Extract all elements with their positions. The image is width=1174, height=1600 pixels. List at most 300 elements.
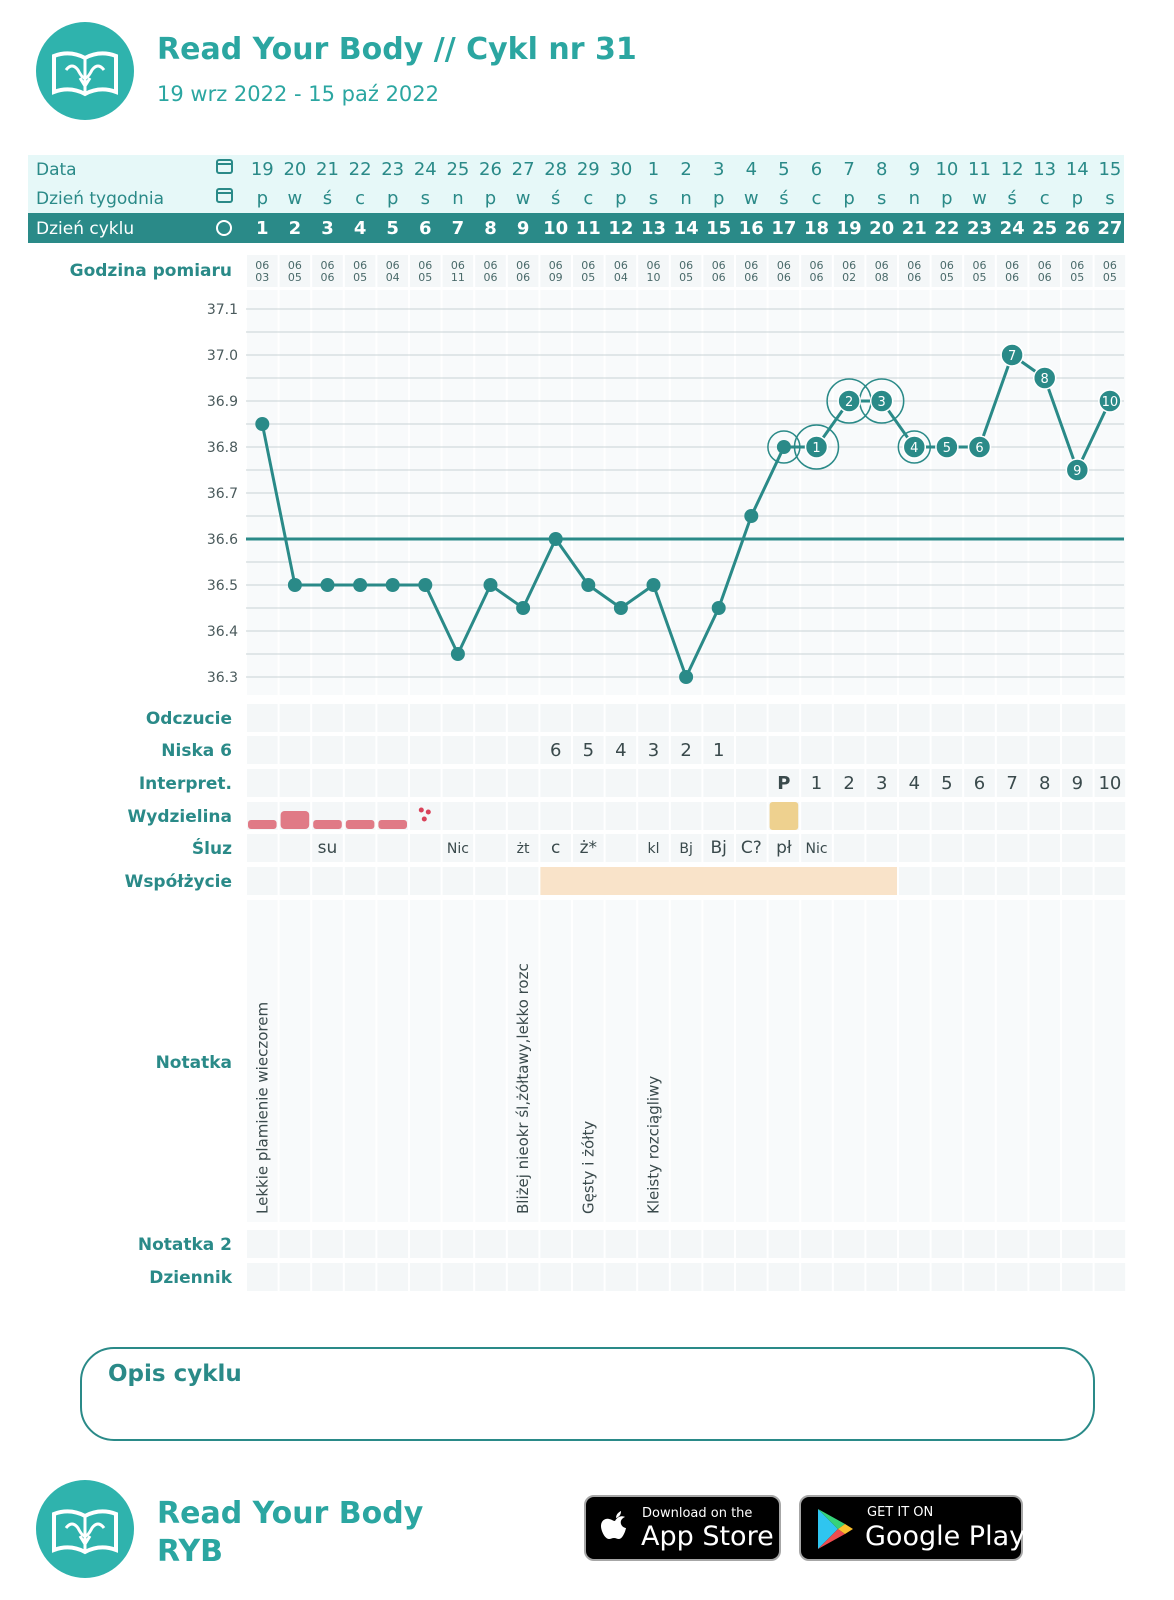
journal-cell	[834, 1263, 865, 1291]
discharge-cell	[638, 802, 669, 830]
journal-cell	[247, 1263, 278, 1291]
time-minute: 06	[320, 271, 335, 284]
ovulation-mark	[770, 802, 799, 830]
time-hour: 06	[907, 259, 922, 272]
interp-cell	[475, 769, 506, 797]
note2-cell	[1095, 1230, 1126, 1258]
note2-cell	[834, 1230, 865, 1258]
low6-cell	[932, 736, 963, 764]
note2-cell	[508, 1230, 539, 1258]
date-label: 12	[1000, 159, 1024, 180]
date-label: 7	[843, 159, 855, 180]
low6-cell	[443, 736, 474, 764]
interp-cell	[280, 769, 311, 797]
note-cell	[606, 900, 637, 1222]
temperature-point	[679, 670, 693, 684]
intercourse-cell	[964, 867, 995, 895]
time-minute: 04	[385, 271, 400, 284]
row-label-interp: Interpret.	[138, 774, 232, 794]
interp-value: 9	[1071, 773, 1084, 794]
note-cell	[410, 900, 441, 1222]
google-play-small-label: GET IT ON	[867, 1505, 934, 1520]
journal-cell	[899, 1263, 930, 1291]
intercourse-cell	[1029, 867, 1060, 895]
temperature-point	[451, 647, 465, 661]
row-label-date: Data	[36, 160, 77, 180]
date-label: 21	[316, 159, 339, 180]
note2-cell	[410, 1230, 441, 1258]
time-minute: 06	[907, 271, 922, 284]
feeling-cell	[410, 704, 441, 732]
interp-cell	[638, 769, 669, 797]
note-cell	[866, 900, 897, 1222]
low6-value: 1	[712, 740, 725, 761]
interp-cell	[247, 769, 278, 797]
cycle-day-label: 6	[419, 218, 432, 239]
low6-cell	[801, 736, 832, 764]
mucus-cell	[247, 834, 278, 862]
note2-cell	[932, 1230, 963, 1258]
feeling-cell	[1095, 704, 1126, 732]
cycle-day-label: 21	[901, 218, 927, 239]
mucus-value: ż*	[579, 838, 598, 858]
journal-cell	[801, 1263, 832, 1291]
footer-title-line2: RYB	[157, 1534, 224, 1569]
y-tick-label: 36.8	[206, 440, 238, 456]
cycle-day-label: 12	[608, 218, 634, 239]
note2-cell	[801, 1230, 832, 1258]
temperature-point	[712, 601, 726, 615]
temperature-point-label: 7	[1007, 349, 1017, 364]
journal-cell	[280, 1263, 311, 1291]
weekday-label: s	[648, 188, 659, 209]
cycle-day-label: 10	[543, 218, 569, 239]
cycle-day-label: 18	[803, 218, 830, 239]
low6-cell	[247, 736, 278, 764]
temperature-point	[353, 578, 367, 592]
intercourse-cell	[312, 867, 343, 895]
discharge-cell	[932, 802, 963, 830]
footer-title-line1: Read Your Body	[157, 1496, 424, 1531]
cycle-day-label: 24	[999, 218, 1025, 239]
discharge-cell	[1095, 802, 1126, 830]
cycle-date-range: 19 wrz 2022 - 15 paź 2022	[157, 82, 440, 106]
mucus-cell	[1029, 834, 1060, 862]
feeling-cell	[899, 704, 930, 732]
mucus-cell	[964, 834, 995, 862]
weekday-label: s	[877, 188, 887, 209]
low6-cell	[769, 736, 800, 764]
time-hour: 06	[483, 259, 498, 272]
note-cell	[703, 900, 734, 1222]
interp-cell	[736, 769, 767, 797]
journal-cell	[703, 1263, 734, 1291]
interp-value: 1	[810, 773, 823, 794]
google-play-icon	[815, 1507, 855, 1551]
journal-cell	[573, 1263, 604, 1291]
feeling-cell	[247, 704, 278, 732]
spotting-drop	[422, 817, 427, 822]
period-mark	[248, 820, 277, 829]
time-hour: 06	[972, 259, 987, 272]
low6-cell	[866, 736, 897, 764]
apple-icon	[598, 1509, 632, 1549]
weekday-label: c	[1039, 188, 1050, 209]
weekday-label: w	[743, 188, 759, 209]
weekday-label: s	[420, 188, 430, 209]
mucus-cell	[834, 834, 865, 862]
cycle-day-label: 20	[869, 218, 895, 239]
interp-value: 10	[1098, 773, 1122, 794]
interp-cell	[443, 769, 474, 797]
interp-value: 4	[908, 773, 921, 794]
row-label-mucus: Śluz	[191, 839, 232, 859]
row-label-time: Godzina pomiaru	[69, 261, 232, 281]
mucus-cell	[410, 834, 441, 862]
time-hour: 06	[711, 259, 726, 272]
time-hour: 06	[842, 259, 857, 272]
note-text: Bliżej nieokr śl,żółtawy,lekko rozc	[514, 963, 533, 1214]
date-label: 6	[810, 159, 823, 180]
mucus-value: pł	[776, 838, 792, 858]
note2-cell	[443, 1230, 474, 1258]
discharge-cell	[997, 802, 1028, 830]
time-hour: 06	[287, 259, 302, 272]
note2-cell	[703, 1230, 734, 1258]
time-hour: 06	[613, 259, 628, 272]
mucus-value: C?	[740, 838, 762, 858]
intercourse-bar	[540, 867, 897, 895]
period-heavy-mark	[281, 811, 310, 829]
note2-cell	[1062, 1230, 1093, 1258]
low6-cell	[377, 736, 408, 764]
feeling-cell	[964, 704, 995, 732]
time-hour: 06	[353, 259, 368, 272]
temperature-point	[418, 578, 432, 592]
note-cell	[1095, 900, 1126, 1222]
temperature-point	[777, 440, 791, 454]
low6-value: 6	[549, 740, 562, 761]
row-label-cycle-day: Dzień cyklu	[36, 219, 135, 239]
weekday-label: ś	[551, 188, 561, 209]
intercourse-cell	[345, 867, 376, 895]
note2-cell	[736, 1230, 767, 1258]
temperature-point-label: 2	[844, 395, 854, 410]
time-hour: 06	[320, 259, 335, 272]
cycle-day-label: 16	[738, 218, 764, 239]
date-label: 29	[576, 159, 600, 180]
row-label-note2: Notatka 2	[137, 1235, 232, 1255]
note-cell	[801, 900, 832, 1222]
intercourse-cell	[997, 867, 1028, 895]
time-hour: 06	[1005, 259, 1020, 272]
temperature-point-label: 3	[877, 395, 886, 410]
note-cell	[540, 900, 571, 1222]
temperature-point-label: 9	[1073, 464, 1082, 479]
intercourse-cell	[475, 867, 506, 895]
cycle-description-box[interactable]	[80, 1347, 1095, 1441]
low6-cell	[1095, 736, 1126, 764]
row-label-weekday: Dzień tygodnia	[36, 189, 164, 209]
note-cell	[834, 900, 865, 1222]
row-label-intercourse: Współżycie	[124, 872, 232, 892]
time-minute: 08	[874, 271, 889, 284]
time-minute: 05	[353, 271, 368, 284]
cycle-day-label: 7	[451, 218, 465, 239]
journal-cell	[638, 1263, 669, 1291]
journal-cell	[1095, 1263, 1126, 1291]
weekday-label: s	[1105, 188, 1115, 209]
date-label: 15	[1098, 159, 1122, 180]
mucus-cell	[899, 834, 930, 862]
cycle-day-label: 27	[1097, 218, 1123, 239]
interp-cell	[703, 769, 734, 797]
journal-cell	[377, 1263, 408, 1291]
journal-cell	[410, 1263, 441, 1291]
google-play-button[interactable]	[799, 1495, 1026, 1561]
mucus-value: żt	[516, 841, 530, 857]
note2-cell	[1029, 1230, 1060, 1258]
mucus-cell	[1062, 834, 1093, 862]
weekday-label: p	[843, 188, 855, 209]
note2-cell	[345, 1230, 376, 1258]
note-text: Lekkie plamienie wieczorem	[253, 1001, 272, 1214]
date-label: 9	[908, 159, 921, 180]
journal-cell	[345, 1263, 376, 1291]
journal-cell	[606, 1263, 637, 1291]
weekday-label: p	[386, 188, 399, 209]
date-label: 19	[250, 159, 274, 180]
footer-title	[157, 1495, 423, 1571]
cycle-day-label: 4	[353, 218, 367, 239]
low6-cell	[280, 736, 311, 764]
low6-value: 2	[680, 740, 692, 761]
journal-cell	[443, 1263, 474, 1291]
note-cell	[345, 900, 376, 1222]
date-label: 8	[875, 159, 888, 180]
interp-value: 8	[1038, 773, 1051, 794]
time-minute: 06	[744, 271, 759, 284]
time-hour: 06	[679, 259, 694, 272]
date-label: 22	[348, 159, 372, 180]
mucus-cell	[606, 834, 637, 862]
interp-value: 6	[973, 773, 986, 794]
intercourse-cell	[247, 867, 278, 895]
time-hour: 06	[255, 259, 270, 272]
time-minute: 06	[1005, 271, 1020, 284]
weekday-label: ś	[322, 188, 333, 209]
journal-cell	[932, 1263, 963, 1291]
feeling-cell	[801, 704, 832, 732]
mucus-value: Nic	[805, 841, 828, 857]
note2-cell	[280, 1230, 311, 1258]
cycle-day-label: 19	[836, 218, 862, 239]
mucus-cell	[345, 834, 376, 862]
y-tick-label: 36.5	[206, 578, 238, 594]
temperature-point-label: 5	[942, 441, 952, 456]
interp-value: P	[777, 773, 791, 794]
feeling-cell	[1062, 704, 1093, 732]
discharge-cell	[540, 802, 571, 830]
interp-cell	[410, 769, 441, 797]
intercourse-cell	[899, 867, 930, 895]
y-tick-label: 37.0	[206, 348, 238, 364]
time-hour: 06	[1037, 259, 1052, 272]
discharge-cell	[671, 802, 702, 830]
y-tick-label: 36.7	[206, 486, 238, 502]
interp-cell	[573, 769, 604, 797]
date-label: 3	[712, 159, 725, 180]
feeling-cell	[573, 704, 604, 732]
note2-cell	[997, 1230, 1028, 1258]
note-cell	[769, 900, 800, 1222]
note2-cell	[866, 1230, 897, 1258]
low6-cell	[964, 736, 995, 764]
journal-cell	[964, 1263, 995, 1291]
row-label-journal: Dziennik	[149, 1268, 232, 1288]
date-label: 10	[935, 159, 959, 180]
time-minute: 06	[809, 271, 824, 284]
discharge-cell	[443, 802, 474, 830]
note2-cell	[573, 1230, 604, 1258]
app-store-button[interactable]	[584, 1495, 781, 1561]
discharge-cell	[606, 802, 637, 830]
low6-cell	[997, 736, 1028, 764]
discharge-cell	[964, 802, 995, 830]
cycle-day-label: 23	[966, 218, 993, 239]
book-uterus-icon	[36, 22, 134, 120]
discharge-cell	[899, 802, 930, 830]
spotting-drop	[426, 810, 431, 815]
time-minute: 05	[939, 271, 954, 284]
journal-cell	[769, 1263, 800, 1291]
discharge-cell	[1062, 802, 1093, 830]
time-hour: 06	[809, 259, 824, 272]
low6-value: 3	[647, 740, 660, 761]
temperature-point-label: 8	[1040, 372, 1049, 387]
note-cell	[1029, 900, 1060, 1222]
note-text: Gęsty i żółty	[579, 1120, 598, 1214]
time-minute: 11	[450, 271, 465, 284]
note2-cell	[540, 1230, 571, 1258]
discharge-cell	[866, 802, 897, 830]
discharge-cell	[834, 802, 865, 830]
time-hour: 06	[776, 259, 791, 272]
mucus-cell	[475, 834, 506, 862]
mucus-value: su	[317, 838, 338, 858]
interp-value: 7	[1006, 773, 1018, 794]
note2-cell	[247, 1230, 278, 1258]
low6-cell	[345, 736, 376, 764]
low6-cell	[1029, 736, 1060, 764]
low6-cell	[834, 736, 865, 764]
app-store-big-label: App Store	[641, 1521, 774, 1552]
discharge-cell	[508, 802, 539, 830]
time-minute: 06	[516, 271, 531, 284]
time-minute: 05	[972, 271, 987, 284]
temperature-point	[484, 578, 498, 592]
intercourse-cell	[1095, 867, 1126, 895]
note-cell	[280, 900, 311, 1222]
date-label: 1	[647, 159, 660, 180]
weekday-label: n	[908, 188, 921, 209]
note2-cell	[899, 1230, 930, 1258]
weekday-label: w	[287, 188, 303, 209]
interp-cell	[312, 769, 343, 797]
journal-cell	[866, 1263, 897, 1291]
note2-cell	[377, 1230, 408, 1258]
cycle-day-label: 2	[288, 218, 302, 239]
mucus-value: Bj	[710, 838, 727, 858]
mucus-cell	[280, 834, 311, 862]
cycle-day-label: 17	[771, 218, 797, 239]
time-minute: 09	[548, 271, 563, 284]
cycle-day-label: 11	[575, 218, 601, 239]
note2-cell	[638, 1230, 669, 1258]
temperature-point	[744, 509, 758, 523]
interp-value: 2	[843, 773, 855, 794]
row-label-note: Notatka	[155, 1053, 232, 1073]
interp-cell	[508, 769, 539, 797]
note-cell	[443, 900, 474, 1222]
date-label: 26	[479, 159, 502, 180]
note-cell	[671, 900, 702, 1222]
temperature-point	[549, 532, 563, 546]
note-cell	[899, 900, 930, 1222]
mucus-cell	[997, 834, 1028, 862]
intercourse-cell	[377, 867, 408, 895]
date-label: 14	[1065, 159, 1089, 180]
journal-cell	[312, 1263, 343, 1291]
interp-value: 5	[941, 773, 953, 794]
temperature-point	[647, 578, 661, 592]
feeling-cell	[997, 704, 1028, 732]
feeling-cell	[638, 704, 669, 732]
weekday-label: c	[811, 188, 822, 209]
weekday-label: p	[941, 188, 953, 209]
temperature-point	[614, 601, 628, 615]
note2-cell	[964, 1230, 995, 1258]
weekday-label: w	[972, 188, 987, 209]
discharge-cell	[801, 802, 832, 830]
date-label: 11	[968, 159, 991, 180]
note-cell	[736, 900, 767, 1222]
time-hour: 06	[1070, 259, 1085, 272]
weekday-label: p	[712, 188, 725, 209]
time-hour: 06	[744, 259, 759, 272]
feeling-cell	[443, 704, 474, 732]
row-label-discharge: Wydzielina	[127, 807, 232, 827]
temperature-point	[516, 601, 530, 615]
temperature-point-label: 1	[812, 441, 821, 456]
date-label: 23	[381, 159, 405, 180]
time-hour: 06	[1102, 259, 1117, 272]
cycle-day-label: 14	[673, 218, 699, 239]
journal-cell	[475, 1263, 506, 1291]
mucus-value: c	[551, 838, 561, 858]
journal-cell	[540, 1263, 571, 1291]
period-mark	[313, 820, 342, 829]
date-label: 5	[778, 159, 790, 180]
date-label: 2	[680, 159, 692, 180]
time-hour: 06	[874, 259, 889, 272]
note2-cell	[769, 1230, 800, 1258]
discharge-cell	[703, 802, 734, 830]
cycle-day-label: 25	[1032, 218, 1058, 239]
temperature-point-label: 10	[1101, 395, 1119, 410]
time-hour: 06	[418, 259, 433, 272]
y-tick-label: 36.6	[206, 532, 238, 548]
